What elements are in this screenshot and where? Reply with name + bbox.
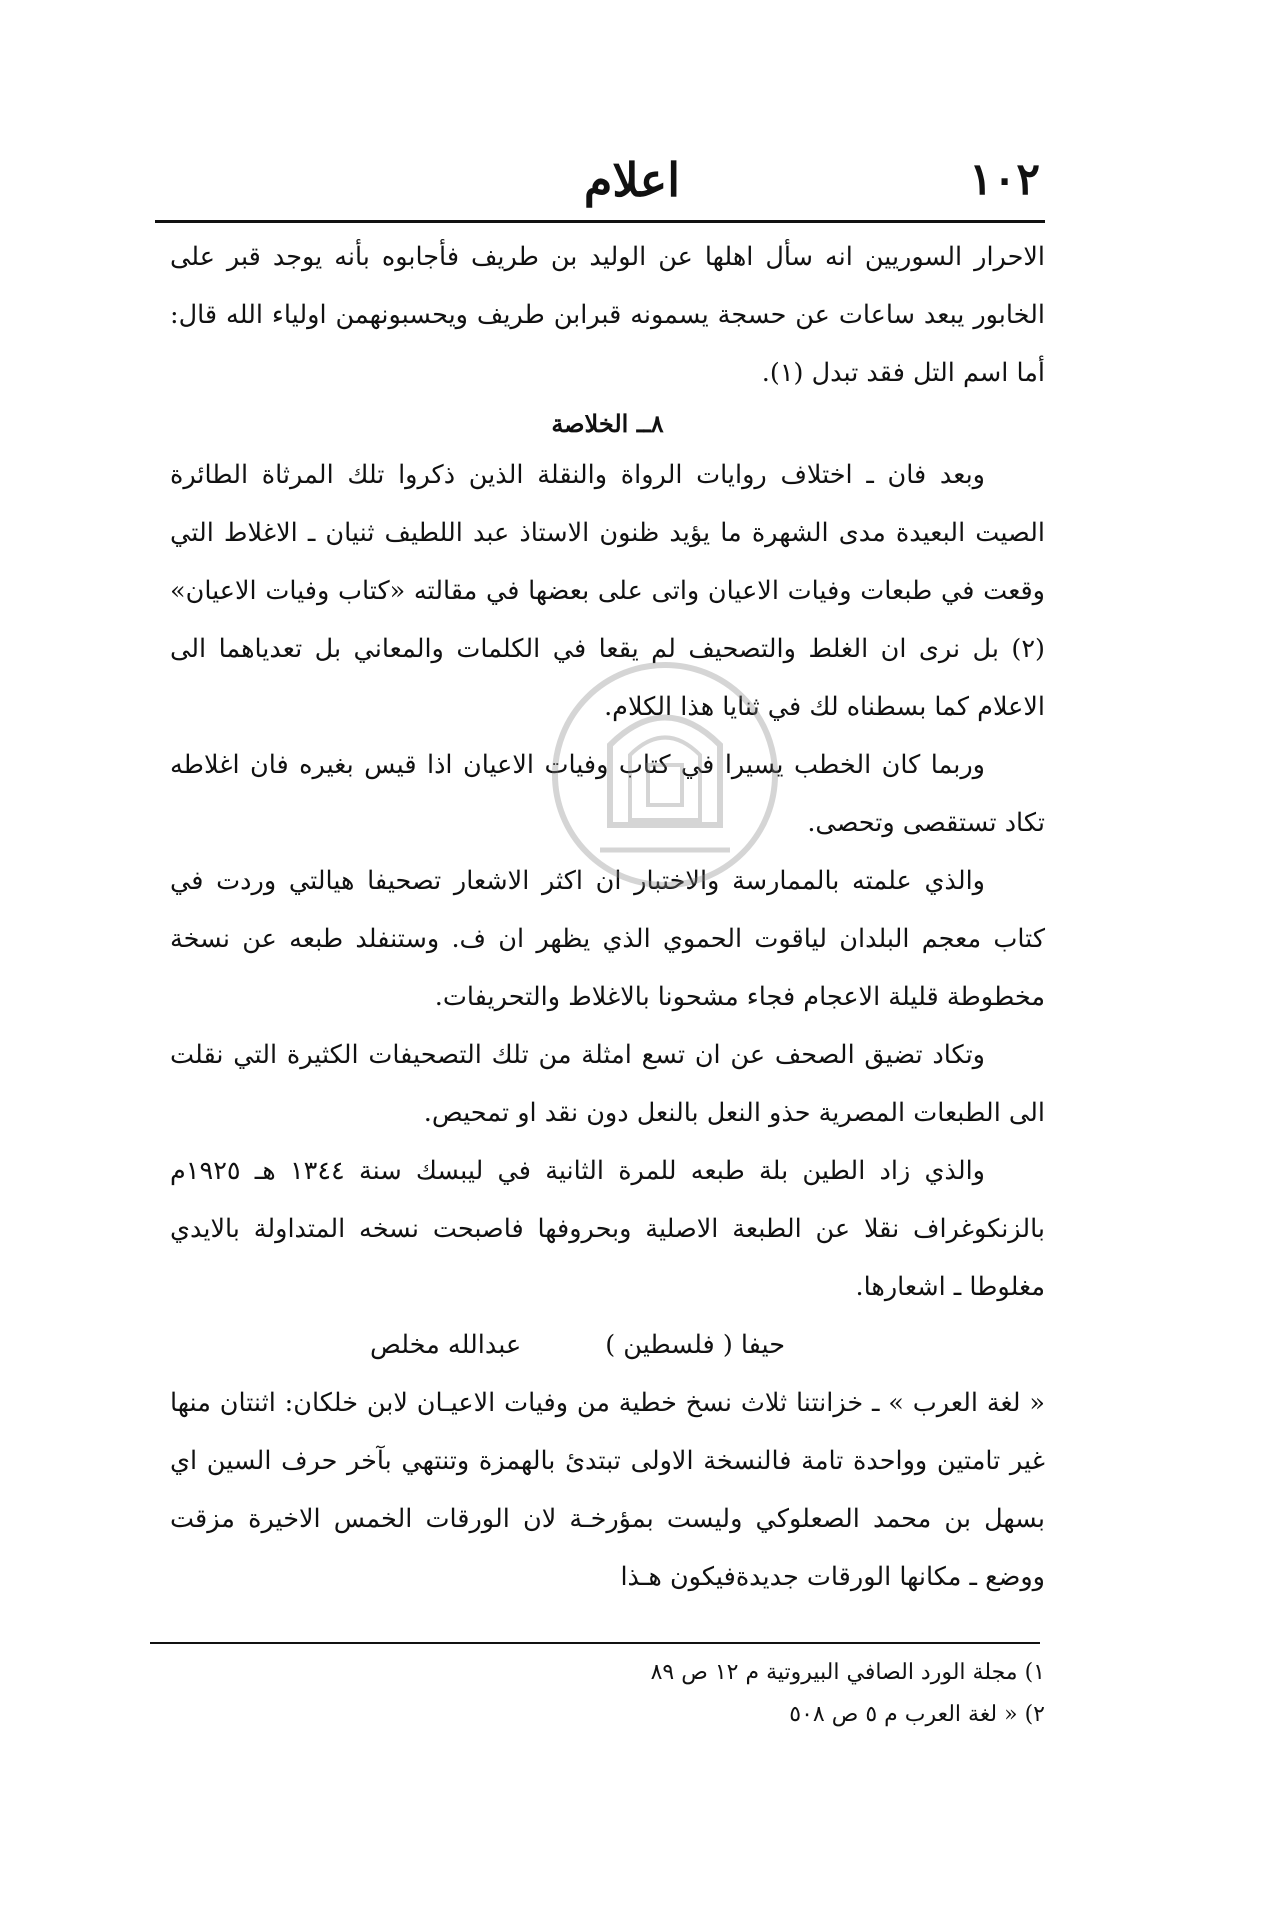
paragraph: وتكاد تضيق الصحف عن ان تسع امثلة من تلك التصحيفات الكثيرة التي نقلت الى الطبعات المصرية حذو النعل بالنعل دون نقد او تمحيص. (170, 1040, 1045, 1128)
page-header (160, 150, 1040, 210)
section-heading: ٨ــ الخلاصة (551, 409, 664, 438)
body-text (170, 228, 1045, 1606)
running-title: اعلام (583, 153, 680, 207)
paragraph: وبعد فان ـ اختلاف روايات الرواة والنقلة الذين ذكروا تلك المرثاة الطائرة الصيت البعيدة مدى الشهرة ما يؤيد ظنون الاستاذ عبد اللطيف ثنيان ـ الاغلاط التي وقعت في طبعات وفيات الاعيان واتى على بعضها في مقالته «كتاب وفيات الاعيان» (٢) بل نرى ان الغلط والتصحيف لم يقعا في الكلمات والمعاني بل تعدياهما الى الاعلام كما بسطناه لك في ثنايا هذا الكلام. (170, 460, 1045, 722)
signature-author: عبدالله مخلص (370, 1330, 522, 1360)
footnote-rule (150, 1642, 1040, 1644)
signature-place: حيفا ( فلسطين ) (605, 1330, 785, 1360)
paragraph: والذي زاد الطين بلة طبعه للمرة الثانية في ليبسك سنة ١٣٤٤ هـ ١٩٢٥م بالزنكوغراف نقلا عن الطبعة الاصلية وبحروفها فاصبحت نسخه المتداولة بالايدي مغلوطا ـ اشعارها. (170, 1156, 1045, 1302)
library-seal-icon (540, 650, 790, 900)
editor-note: « لغة العرب » ـ خزانتنا ثلاث نسخ خطية من وفيات الاعيـان لابن خلكان: اثنتان منها غير تامتين وواحدة تامة فالنسخة الاولى تبتدئ بالهمزة وتنتهي بآخر حرف السين اي بسهل بن محمد الصعلوكي وليست بمؤرخـة لان الورقات الخمس الاخيرة مزقت ووضع ـ مكانها الورقات جديدةفيكون هـذا (170, 1388, 1045, 1592)
page-number: ١٠٢ (969, 154, 1040, 205)
footnote-2: ٢) « لغة العرب م ٥ ص ٥٠٨ (789, 1702, 1045, 1727)
paragraph: والذي علمته بالممارسة والاختبار ان اكثر الاشعار تصحيفا هيالتي وردت في كتاب معجم البلدان لياقوت الحموي الذي يظهر ان ف. وستنفلد طبعه عن نسخة مخطوطة قليلة الاعجام فجاء مشحونا بالاغلاط والتحريفات. (170, 866, 1045, 1012)
footnote-1: ١) مجلة الورد الصافي البيروتية م ١٢ ص ٨٩ (650, 1660, 1045, 1685)
signature-line (170, 1316, 1045, 1374)
paragraph-continued: الاحرار السوريين انه سأل اهلها عن الوليد بن طريف فأجابوه بأنه يوجد قبر على الخابور يبعد ساعات عن حسجة يسمونه قبرابن طريف ويحسبونهمن اولياء الله قال: أما اسم التل فقد تبدل (١). (170, 242, 1045, 388)
footnotes (170, 1652, 1045, 1736)
paragraph: وربما كان الخطب يسيرا في كتاب وفيات الاعيان اذا قيس بغيره فان اغلاطه تكاد تستقصى وتحصى. (170, 750, 1045, 838)
header-rule (155, 220, 1045, 223)
